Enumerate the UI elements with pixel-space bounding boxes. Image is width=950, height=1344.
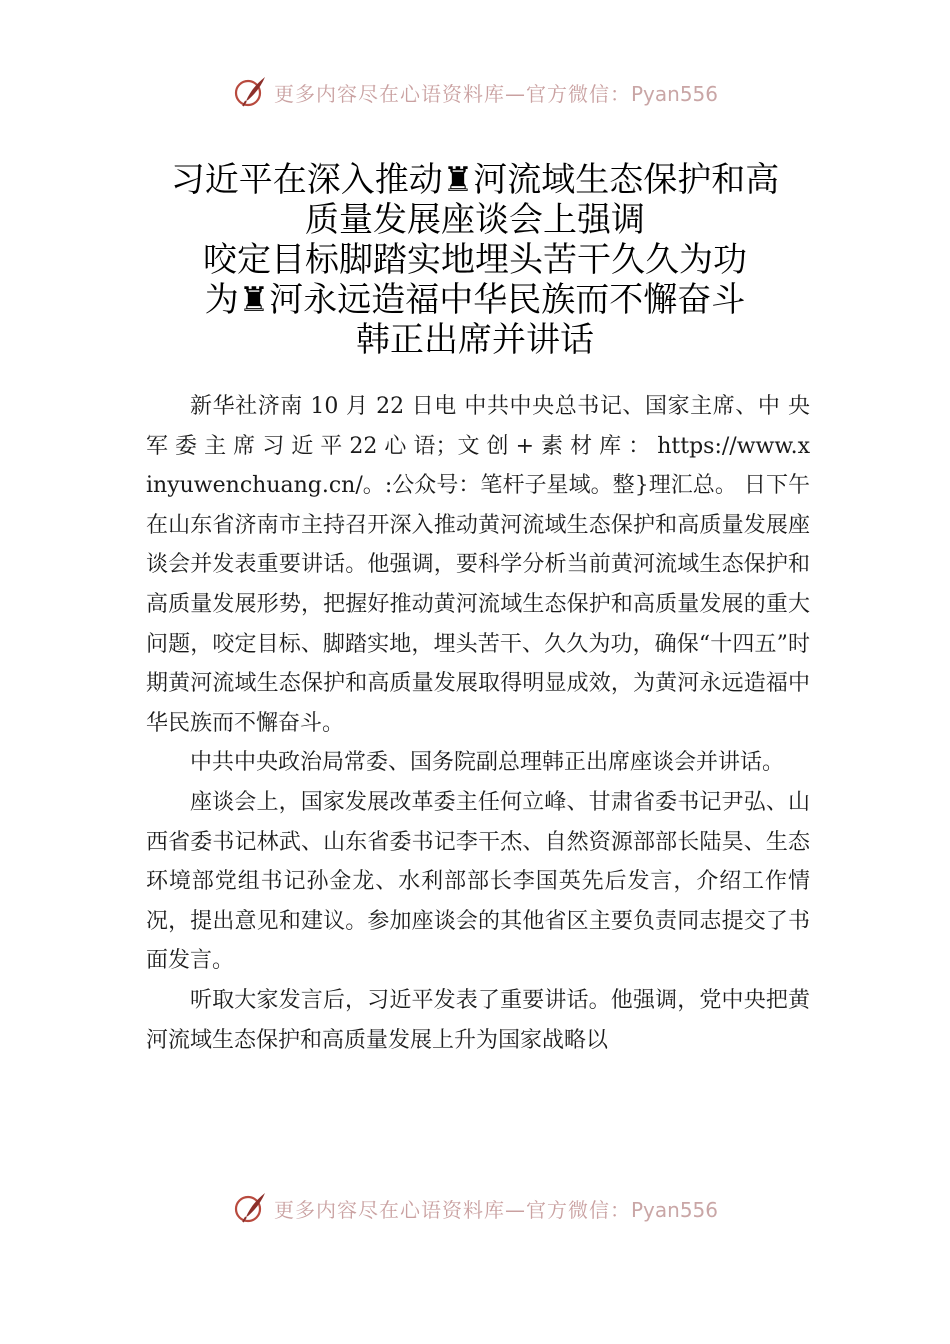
title-line: 习近平在深入推动♜河流域生态保护和高 xyxy=(170,160,780,200)
quill-pen-logo-icon xyxy=(232,1190,268,1226)
paragraph: 中共中央政治局常委、国务院副总理韩正出席座谈会并讲话。 xyxy=(190,750,785,776)
title-line: 为♜河永远造福中华民族而不懈奋斗 xyxy=(204,280,746,320)
wechat-id: Pyan556 xyxy=(631,81,719,106)
watermark-text: 更多内容尽在心语资料库—官方微信：Pyan556 xyxy=(274,81,719,106)
paragraph: 座谈会上，国家发展改革委主任何立峰、甘肃省委书记尹弘、山西省委书记林武、山东省委书记李干杰、自然资源部部长陆昊、生态环境部党组书记孙金龙、水利部部长李国英先后发言，介绍工作情况，提出意见和建议。参加座谈会的其他省区主要负责同志提交了书面发言。 xyxy=(146,789,810,974)
wechat-id: Pyan556 xyxy=(631,1197,719,1222)
watermark-text: 更多内容尽在心语资料库—官方微信：Pyan556 xyxy=(274,1197,719,1222)
article-body xyxy=(146,387,810,1060)
article-title xyxy=(100,160,850,360)
paragraph: 听取大家发言后，习近平发表了重要讲话。他强调，党中央把黄河流域生态保护和高质量发展上升为国家战略以 xyxy=(146,987,810,1053)
quill-pen-logo-icon xyxy=(232,74,268,110)
title-line: 韩正出席并讲话 xyxy=(356,320,594,360)
header-watermark xyxy=(232,72,752,112)
footer-watermark xyxy=(232,1188,752,1228)
title-line: 咬定目标脚踏实地埋头苦干久久为功 xyxy=(203,240,747,280)
title-line: 质量发展座谈会上强调 xyxy=(305,200,645,240)
paragraph: 新华社济南 10 月 22 日电 中共中央总书记、国家主席、中 央 军 委 主 席 习 近 平 22 心 语；文 创 + 素 材 库 ： https://www.xinyuwenchuang.cn/。:公众号：笔杆子星域。整}理汇总。 日下午在山东省济南市主持召开深入推动黄河流域生态保护和高质量发展座谈会并发表重要讲话。他强调，要科学分析当前黄河流域生态保护和高质量发展形势，把握好推动黄河流域生态保护和高质量发展的重大问题，咬定目标、脚踏实地，埋头苦干、久久为功，确保“十四五”时期黄河流域生态保护和高质量发展取得明显成效，为黄河永远造福中华民族而不懈奋斗。 xyxy=(146,394,810,736)
